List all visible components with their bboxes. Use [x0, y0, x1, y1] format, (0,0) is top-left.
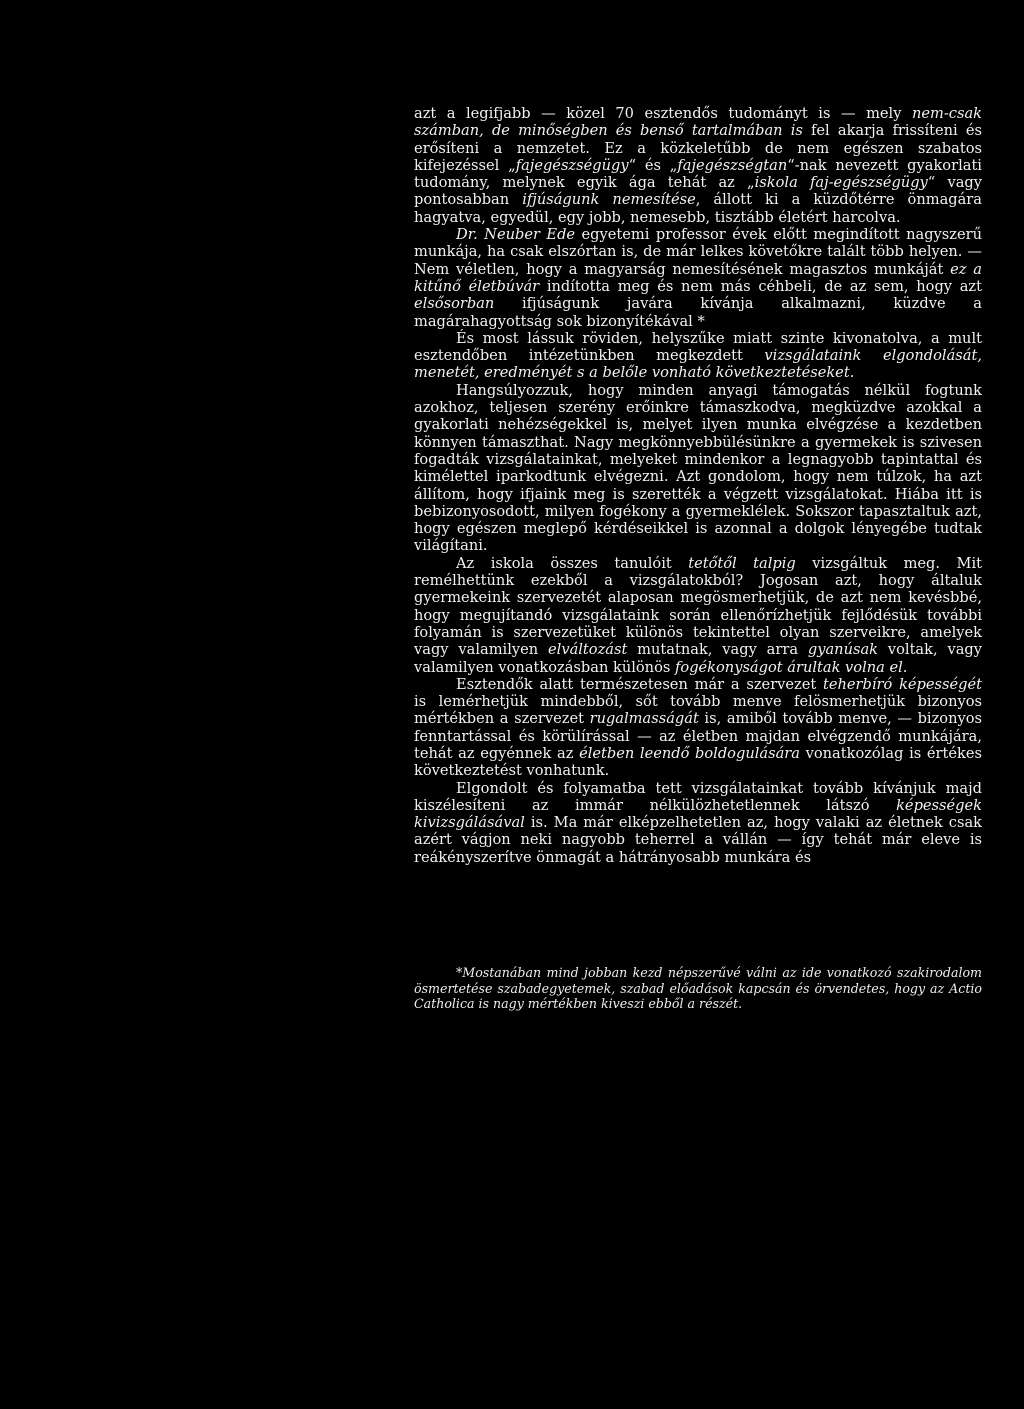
emphasis-text: tetőtől talpig [688, 554, 796, 572]
text-run: vizsgáltuk meg. Mit remélhettünk ezekből a vizsgálatokból? Jogosan azt, hogy általuk gyermekeink szervezetét alaposan megösmerhetjük, de azt nem kevésbbé, hogy megujítandó vizsgálataink során ellenőrízhetjük fejlődésük további folyamán is szervezetüket különös tekintettel olyan szerveikre, amelyek vagy valamilyen [414, 554, 982, 659]
text-run: És most lássuk röviden, helyszűke miatt szinte kivonatolva, a mult esztendőben intézetünkben megkezdett [414, 329, 982, 365]
text-run: “-nak nevezett gyakorlati tudomány, melynek egyik ága tehát az „ [414, 156, 982, 192]
text-run: Elgondolt és folyamatba tett vizsgálatainkat tovább kívánjuk majd kiszélesíteni az immár nélkülözhetetlennek látszó [414, 779, 982, 814]
emphasis-text: fajegészségügy [515, 156, 629, 174]
body-text [414, 105, 982, 866]
emphasis-text: ifjúságunk nemesítése [522, 191, 696, 209]
emphasis-text: iskola faj-egészségügy [754, 174, 928, 192]
emphasis-text: rugalmasságát [589, 710, 699, 728]
emphasis-text: elváltozást [548, 641, 628, 659]
text-run: vonatkozólag is értékes következtetést vonhatunk. [414, 744, 983, 780]
emphasis-text: vizsgálataink elgondolását, menetét, eredményét s a belőle vonható következtetéseket. [414, 347, 982, 382]
emphasis-text: Dr. Neuber Ede [456, 226, 576, 244]
text-run: , állott ki a küzdőtérre önmagára hagyatva, egyedül, egy jobb, nemesebb, tisztább életért harcolva. [414, 191, 982, 226]
text-run: Esztendők alatt természetesen már a szervezet [456, 675, 824, 693]
emphasis-text: fogékonyságot árultak volna el. [675, 658, 908, 676]
text-run: Hangsúlyozzuk, hogy minden anyagi támogatás nélkül fogtunk azokhoz, teljesen szerény erőinkre támaszkodva, megküzdve azokkal a gyakorlati nehézségekkel is, melyet ilyen munka elvégzése a kezdetben könnyen támaszthat. Nagy megkönnyebbülésünkre a gyermekek is szivesen fogadták vizsgálatainkat, melyeket mindenkor a legnagyobb tapintattal és kimélettel iparkodtunk elvégezni. Azt gondolom, hogy nem túlzok, ha azt állítom, hogy ifjaink meg is szerették a végzett vizsgálatokat. Hiába itt is bebizonyosodott, milyen fogékony a gyermeklélek. Sokszor tapasztaltuk azt, hogy egészen meglepő kérdéseikkel is azonnal a dolgok lényegébe tudtak világítani. [414, 381, 982, 555]
text-run: fel akarja frissíteni és erősíteni a nemzetet. Ez a közkeletűbb de nem egészen szabatos kifejezéssel „ [414, 122, 982, 174]
paragraph-5 [414, 555, 982, 676]
emphasis-text: elsősorban [414, 295, 495, 313]
text-run: is. Ma már elképzelhetetlen az, hogy valaki az életnek csak azért vágjon neki nagyobb teherrel a vállán — így tehát már eleve is reákényszerítve önmagát a hátrányosabb munkára és [414, 814, 982, 866]
text-run: indította meg és nem más céhbeli, de az sem, hogy azt [539, 277, 982, 295]
paragraph-1 [414, 105, 982, 226]
paragraph-7 [414, 780, 982, 866]
emphasis-text: életben leendő boldogulására [579, 744, 800, 762]
paragraph-6 [414, 676, 982, 780]
emphasis-text: fajegészségtan [677, 156, 788, 174]
text-run: is, amiből tovább menve, — bizonyos fenntartással és körülírással — az életben majdan elvégzendő munkájára, tehát az egyénnek az [414, 710, 982, 762]
text-run: egyetemi professor évek előtt megindított nagyszerű munkája, ha csak elszórtan is, de már lelkes követőkre talált több helyen. — Nem véletlen, hogy a magyarság nemesítésének magasztos munkáját [414, 226, 982, 278]
footnote: *Mostanában mind jobban kezd népszerűvé válni az ide vonatkozó szakirodalom ösmertetése szabadegyetemek, szabad előadások kapcsán és örvendetes, hogy az Actio Catholica is nagy mértékben kiveszi ebből a részét. [414, 965, 982, 1012]
emphasis-text: nem-csak számban, de minőségben és benső tartalmában is [414, 105, 982, 140]
text-run: “ vagy pontosabban [414, 174, 982, 209]
emphasis-text: teherbíró képességét [823, 675, 982, 693]
emphasis-text: gyanúsak [807, 641, 879, 659]
text-run: mutatnak, vagy arra [627, 641, 808, 659]
text-run: azt a legifjabb — közel 70 esztendős tudományt is — mely [414, 105, 912, 122]
text-run: “ és „ [628, 156, 678, 174]
text-run: ifjúságunk javára kívánja alkalmazni, küzdve a magárahagyottság sok bizonyítékával * [414, 295, 982, 330]
emphasis-text: ez a kitűnő életbúvár [414, 260, 982, 295]
paragraph-3 [414, 330, 982, 382]
text-run: voltak, vagy valamilyen vonatkozásban különös [414, 641, 983, 676]
paragraph-4 [414, 382, 982, 555]
emphasis-text: képességek kivizsgálásával [414, 796, 982, 832]
paragraph-2 [414, 226, 982, 330]
text-run: is lemérhetjük mindebből, sőt tovább menve felösmerhetjük bizonyos mértékben a szervezet [414, 693, 982, 728]
text-run: Az iskola összes tanulóit [456, 554, 689, 572]
